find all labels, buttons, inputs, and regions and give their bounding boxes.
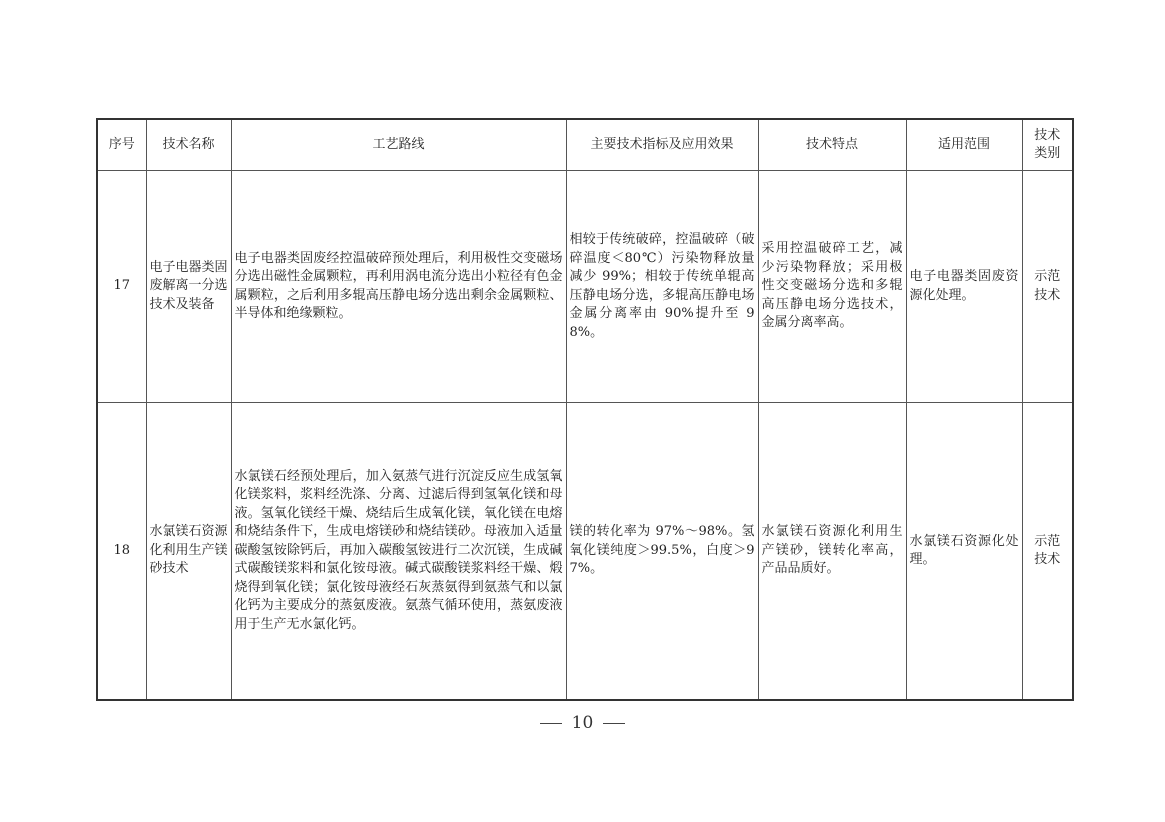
category-line-2: 技术	[1034, 287, 1061, 303]
technology-table	[96, 118, 1074, 701]
header-tech-category-line-2: 类别	[1034, 146, 1061, 161]
cell-tech-category	[1022, 171, 1073, 403]
category-line-1: 示范	[1034, 269, 1061, 284]
page-number: 10	[571, 713, 594, 733]
table-row	[97, 403, 1073, 701]
table-header-row	[97, 119, 1073, 171]
cell-process-route: 电子电器类固废经控温破碎预处理后，利用极性交变磁场分选出磁性金属颗粒，再利用涡电流分选出小粒径有色金属颗粒，之后利用多辊高压静电场分选出剩余金属颗粒、半导体和绝缘颗粒。	[231, 171, 566, 403]
cell-features: 水氯镁石资源化利用生产镁砂，镁转化率高，产品品质好。	[758, 403, 906, 701]
table-row	[97, 171, 1073, 403]
cell-features: 采用控温破碎工艺，减少污染物释放；采用极性交变磁场分选和多辊高压静电场分选技术，金属分离率高。	[758, 171, 906, 403]
header-features: 技术特点	[758, 119, 906, 171]
cell-tech-category	[1022, 403, 1073, 701]
cell-seq: 18	[97, 403, 146, 701]
category-line-2: 技术	[1034, 552, 1061, 567]
cell-scope: 水氯镁石资源化处理。	[906, 403, 1022, 701]
dash-right	[603, 723, 625, 724]
page-footer	[0, 713, 1165, 733]
cell-indicators: 相较于传统破碎，控温破碎（破碎温度＜80℃）污染物释放量减少 99%；相较于传统单辊高压静电场分选，多辊高压静电场金属分离率由 90%提升至 98%。	[566, 171, 758, 403]
header-tech-category	[1022, 119, 1073, 171]
header-tech-category-line-1: 技术	[1034, 127, 1061, 143]
dash-left	[540, 723, 562, 724]
header-seq: 序号	[97, 119, 146, 171]
cell-tech-name: 电子电器类固废解离一分选技术及装备	[146, 171, 231, 403]
cell-seq: 17	[97, 171, 146, 403]
header-process-route: 工艺路线	[231, 119, 566, 171]
header-tech-name: 技术名称	[146, 119, 231, 171]
cell-tech-name: 水氯镁石资源化利用生产镁砂技术	[146, 403, 231, 701]
cell-indicators: 镁的转化率为 97%～98%。氢氧化镁纯度＞99.5%，白度＞97%。	[566, 403, 758, 701]
header-indicators: 主要技术指标及应用效果	[566, 119, 758, 171]
header-scope: 适用范围	[906, 119, 1022, 171]
cell-process-route: 水氯镁石经预处理后，加入氨蒸气进行沉淀反应生成氢氧化镁浆料，浆料经洗涤、分离、过滤后得到氢氧化镁和母液。氢氧化镁经干燥、烧结后生成氧化镁，氧化镁在电熔和烧结条件下，生成电熔镁砂和烧结镁砂。母液加入适量碳酸氢铵除钙后，再加入碳酸氢铵进行二次沉镁，生成碱式碳酸镁浆料和氯化铵母液。碱式碳酸镁浆料经干燥、煅烧得到氧化镁；氯化铵母液经石灰蒸氨得到氨蒸气和以氯化钙为主要成分的蒸氨废液。氨蒸气循环使用，蒸氨废液用于生产无水氯化钙。	[231, 403, 566, 701]
category-line-1: 示范	[1034, 533, 1061, 549]
cell-scope: 电子电器类固废资源化处理。	[906, 171, 1022, 403]
